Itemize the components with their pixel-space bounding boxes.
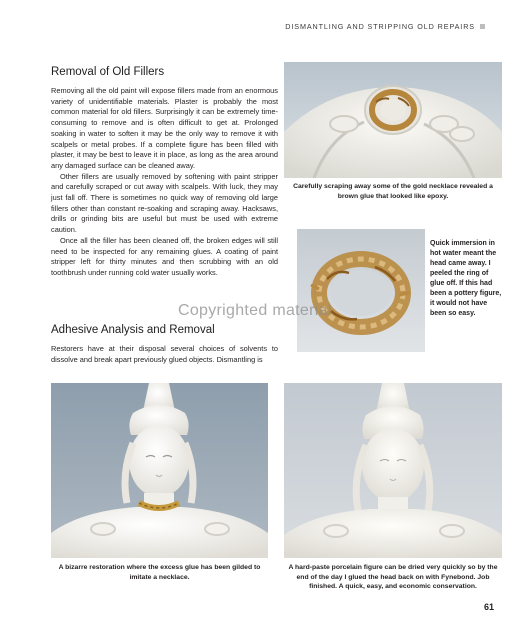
caption-top-right: Carefully scraping away some of the gold necklace revealed a brown glue that looked like epoxy. xyxy=(293,183,493,200)
section-title-adhesive: Adhesive Analysis and Removal xyxy=(51,324,215,336)
section-body-adhesive xyxy=(51,344,278,365)
photo-necklace-scraping-image xyxy=(284,62,502,178)
photo-repaired-figure xyxy=(284,383,502,558)
page-number: 61 xyxy=(484,602,495,612)
photo-glue-ring-image xyxy=(297,229,425,352)
paragraph: Restorers have at their disposal several choices of solvents to dissolve and break apart previously glued objects. Dismantling is xyxy=(51,344,278,364)
paragraph: Other fillers are usually removed by softening with paint stripper and carefully scraped or cut away with scalpels. With luck, they may just fall off. There is sometimes no quick way of removing old large fillers other than constant re-soaking and scraping away. Hacksaws, drills or grinding bits are useful but must be used with extreme caution. xyxy=(51,171,278,235)
section-title-fillers: Removal of Old Fillers xyxy=(51,66,165,78)
header-square-icon xyxy=(480,24,485,29)
section-body-fillers xyxy=(51,86,278,279)
photo-necklace-scraping xyxy=(284,62,502,178)
caption-bottom-right: A hard-paste porcelain figure can be dried very quickly so by the end of the day I glued the head back on with Fynebond. Job finished. A quick, easy, and economic conservation. xyxy=(288,564,498,590)
watermark: Copyrighted material xyxy=(178,302,332,319)
photo-gilded-restoration xyxy=(51,383,268,558)
running-header xyxy=(0,22,529,31)
photo-repaired-figure-image xyxy=(284,383,502,558)
running-title: DISMANTLING AND STRIPPING OLD REPAIRS xyxy=(285,22,475,31)
paragraph: Removing all the old paint will expose fillers made from an enormous variety of unidentifiable materials. Plaster is probably the most common material for old fillers. Surprisingly it can be extremely time-consuming to remove and is often difficult to get at. Prolonged soaking in water to soften it may be the only way to remove it with scalpels or metal probes. If a complete figure has been filled with plaster, it may be best to leave it in place, as long as the area around any damaged surface can be cleaned away. xyxy=(51,86,278,170)
caption-bottom-left: A bizarre restoration where the excess glue has been gilded to imitate a necklace. xyxy=(58,564,261,581)
paragraph: Once all the filler has been cleaned off, the broken edges will still need to be inspected for any remaining glues. A coating of paint stripper left for thirty minutes and then scrubbing with an old toothbrush under running cold water usually works. xyxy=(51,235,278,277)
photo-gilded-restoration-image xyxy=(51,383,268,558)
caption-middle-right: Quick immersion in hot water meant the head came away. I peeled the ring of glue off. If this had been a pottery figure, it would not have been so easy. xyxy=(430,240,502,317)
photo-glue-ring xyxy=(297,229,425,352)
